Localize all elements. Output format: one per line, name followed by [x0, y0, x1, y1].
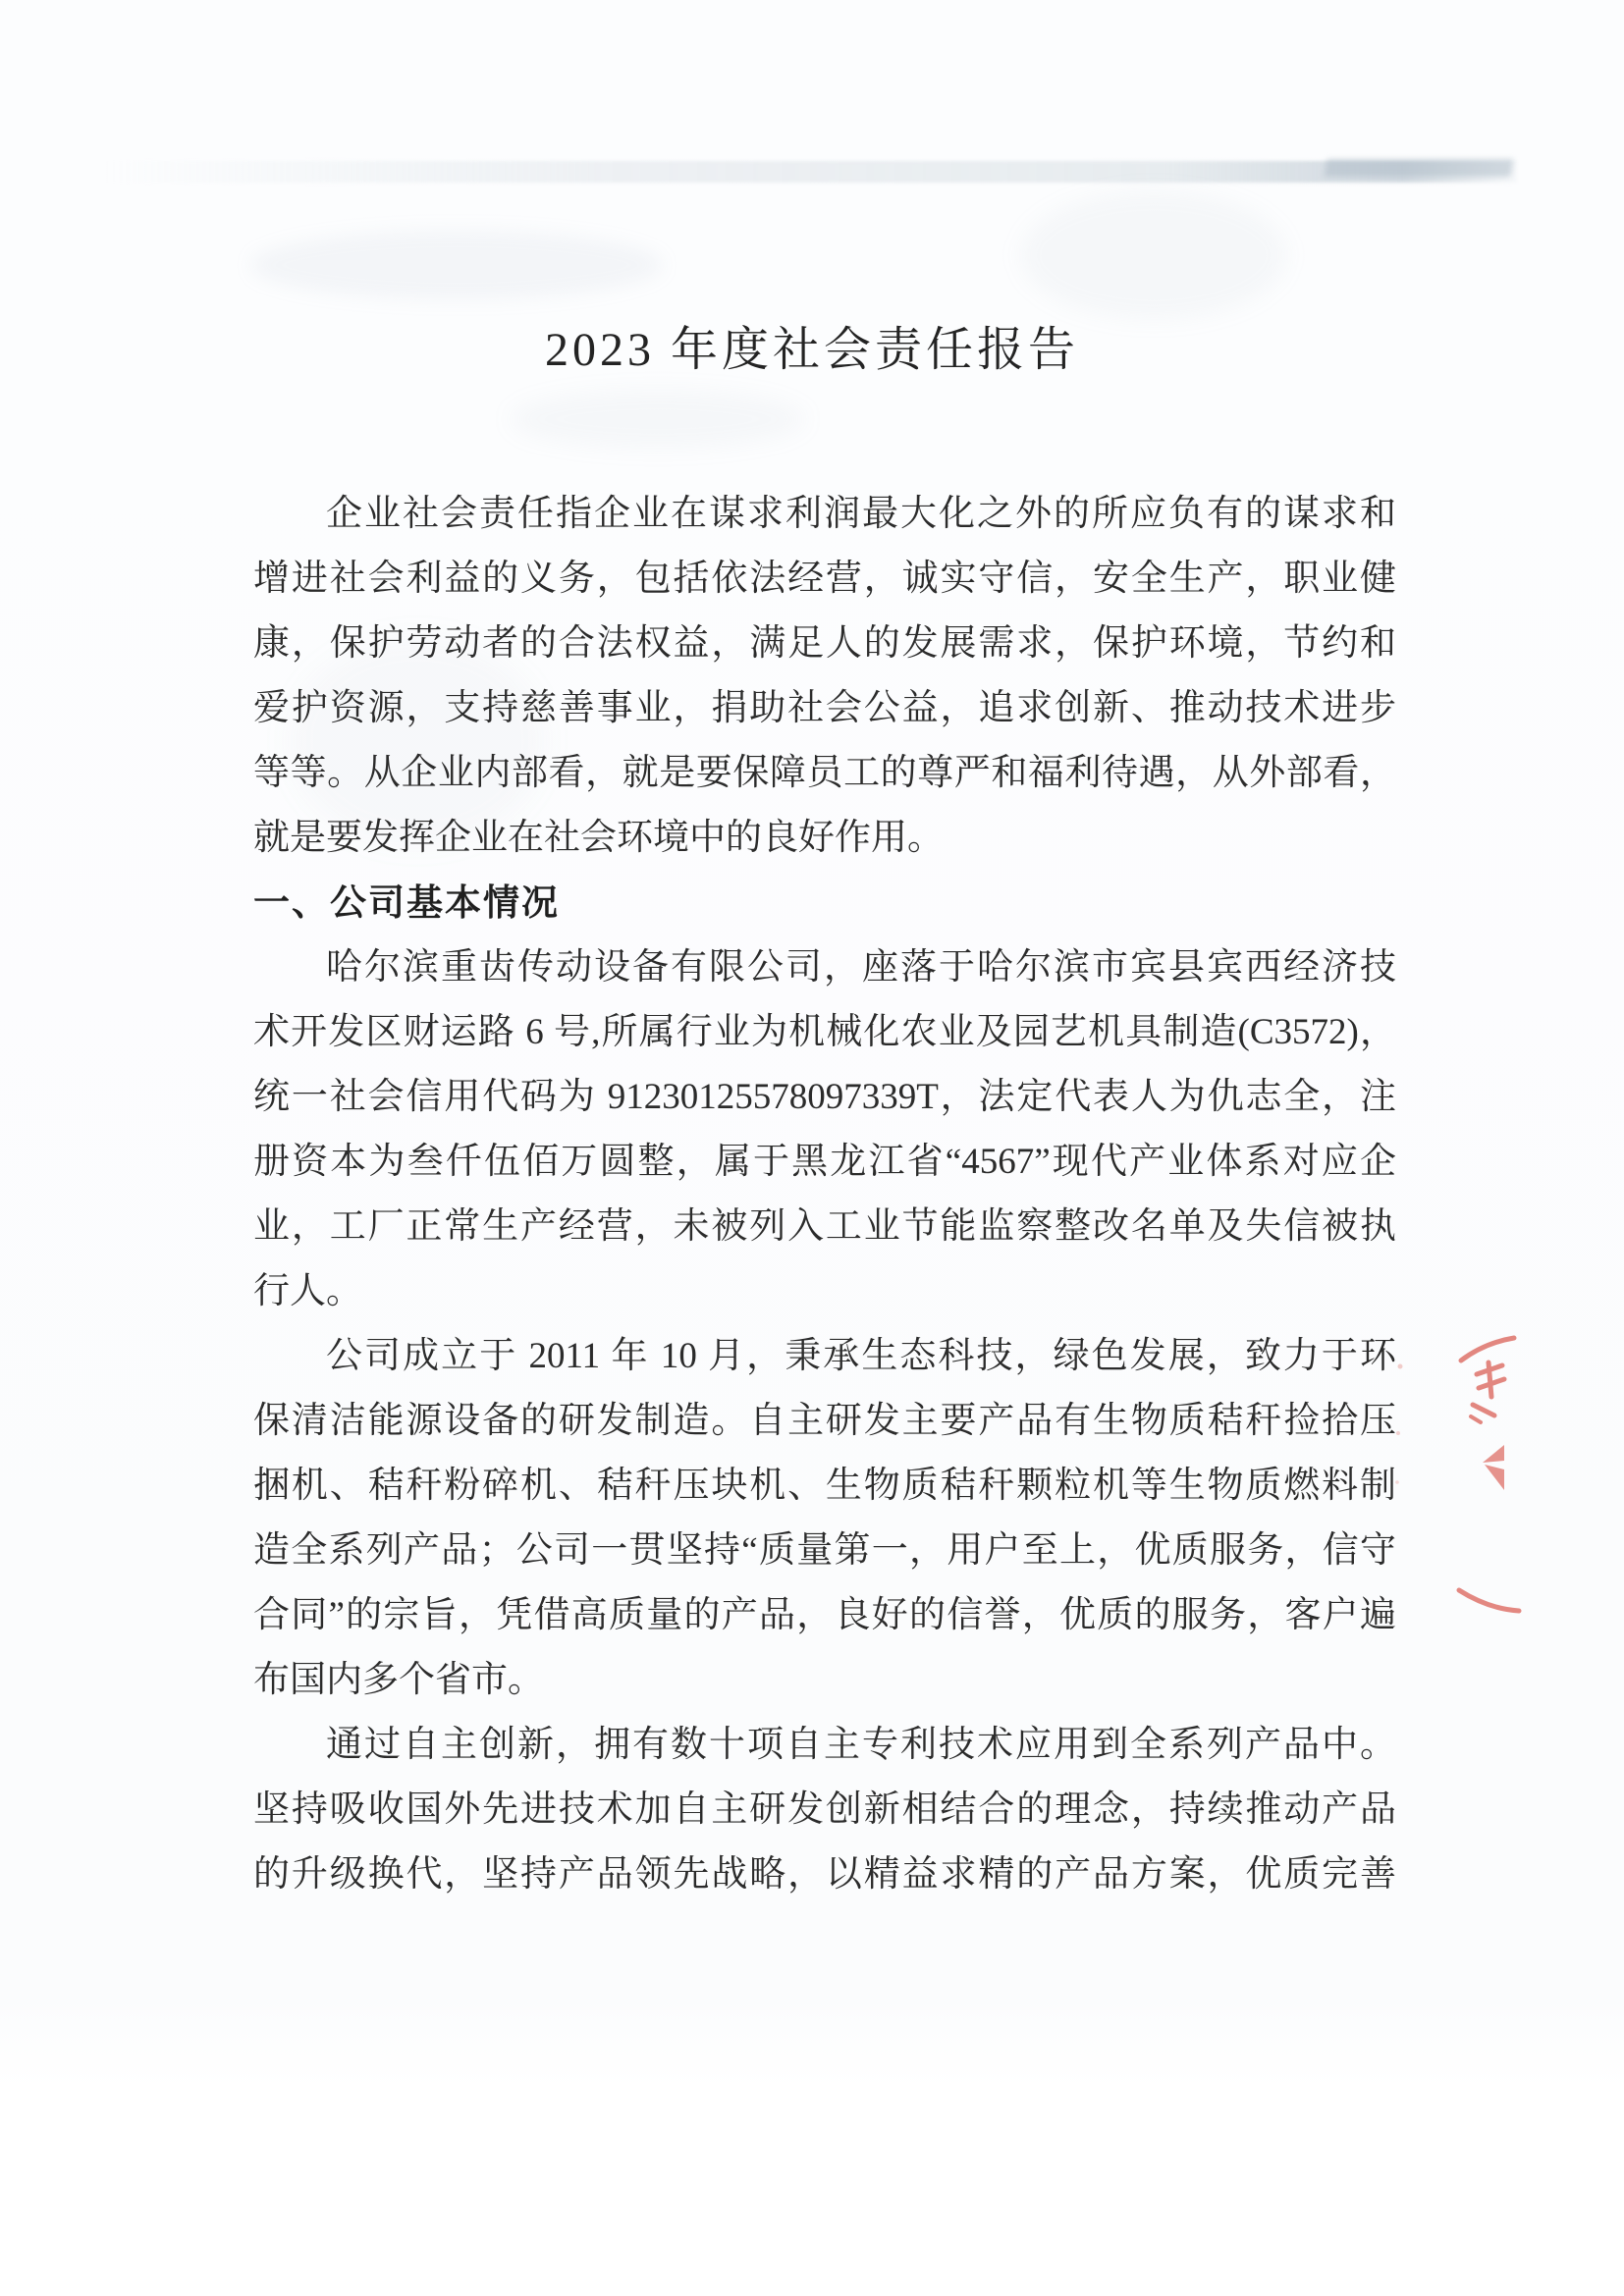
text-line: 通过自主创新，拥有数十项自主专利技术应用到全系列产品中。 [326, 1725, 1396, 1765]
text-line: 行人。 [253, 1271, 362, 1311]
text-line: 公司成立于 2011 年 10 月，秉承生态科技，绿色发展，致力于环 [326, 1336, 1396, 1376]
text-line: 造全系列产品；公司一贯坚持“质量第一，用户至上，优质服务，信守 [253, 1530, 1396, 1571]
text-line: 企业社会责任指企业在谋求利润最大化之外的所应负有的谋求和 [326, 494, 1396, 534]
text-line: 合同”的宗旨，凭借高质量的产品，良好的信誉，优质的服务，客户遍 [253, 1595, 1396, 1635]
report-title: 2023 年度社会责任报告 [544, 324, 1079, 376]
text-line: 统一社会信用代码为 91230125578097339T，法定代表人为仇志全，注 [253, 1077, 1396, 1117]
text-line: 康，保护劳动者的合法权益，满足人的发展需求，保护环境，节约和 [253, 623, 1396, 664]
text-line: 捆机、秸秆粉碎机、秸秆压块机、生物质秸秆颗粒机等生物质燃料制 [253, 1466, 1396, 1506]
text-line: 等等。从企业内部看，就是要保障员工的尊严和福利待遇，从外部看， [253, 753, 1396, 793]
stamp-rim-arc-top [1461, 1338, 1514, 1361]
text-line: 坚持吸收国外先进技术加自主研发创新相结合的理念，持续推动产品 [253, 1789, 1396, 1830]
text-line: 增进社会利益的义务，包括依法经营，诚实守信，安全生产，职业健 [253, 559, 1396, 599]
text-line: 就是要发挥企业在社会环境中的良好作用。 [253, 818, 944, 858]
text-line: 哈尔滨重齿传动设备有限公司，座落于哈尔滨市宾县宾西经济技 [326, 947, 1396, 988]
red-stamp-fragment [1394, 1306, 1624, 1639]
text-line: 布国内多个省市。 [253, 1660, 544, 1700]
bleedthrough-smudge [250, 231, 663, 299]
scanner-streak-dark-artifact [1325, 159, 1514, 177]
text-line: 业，工厂正常生产经营，未被列入工业节能监察整改名单及失信被执 [253, 1206, 1396, 1247]
text-line: 册资本为叁仟伍佰万圆整，属于黑龙江省“4567”现代产业体系对应企 [253, 1142, 1396, 1182]
scanner-streak-artifact [103, 161, 1517, 183]
stamp-rim-arc-bottom [1459, 1590, 1519, 1611]
text-line: 术开发区财运路 6 号,所属行业为机械化农业及园艺机具制造(C3572)， [253, 1012, 1396, 1052]
report-body [253, 482, 1396, 1907]
section-heading: 一、公司基本情况 [253, 882, 560, 923]
text-line: 保清洁能源设备的研发制造。自主研发主要产品有生物质秸秆捡拾压 [253, 1401, 1396, 1441]
bleedthrough-smudge [511, 391, 805, 448]
bleedthrough-smudge [1021, 191, 1286, 319]
text-line: 的升级换代，坚持产品领先战略，以精益求精的产品方案，优质完善 [253, 1854, 1396, 1895]
text-line: 爱护资源，支持慈善事业，捐助社会公益，追求创新、推动技术进步 [253, 688, 1396, 728]
